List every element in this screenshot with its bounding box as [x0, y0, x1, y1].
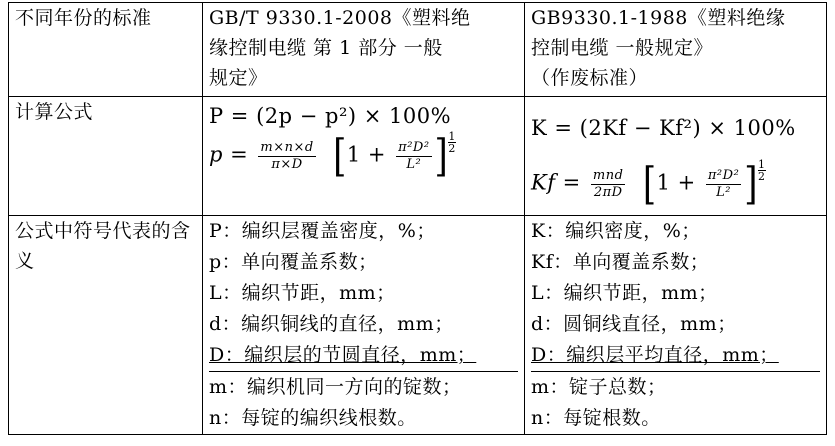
old-formula-line2: Kf = $\frac{\text{mnd}}{2\pi D}$ [1 + $\frac{\text{π²D²}}{\text{L²}}$ ] $\frac{1}{2}$: [531, 158, 766, 210]
old-formula-cell: [525, 97, 827, 216]
new-meaning-item: P：编织层覆盖密度，%；: [209, 220, 436, 242]
new-bracket-numerator: π²D²: [398, 139, 430, 155]
header-old-line: （作废标准）: [531, 67, 649, 89]
old-formula-lhs: Kf =: [531, 170, 581, 195]
new-bracket-denominator: L²: [406, 156, 422, 172]
header-old-line: GB9330.1-1988《塑料绝缘: [531, 7, 786, 29]
old-exponent: [758, 159, 766, 182]
new-formula-fraction: [258, 140, 315, 173]
old-formula-line1: K = (2Kf − Kf²) × 100%: [531, 116, 796, 140]
old-meaning-item: n：每锭根数。: [531, 407, 661, 429]
meaning-row: [9, 216, 827, 435]
new-meaning-item: L：编织节距，mm；: [209, 282, 396, 304]
old-meaning-item: K：编织密度，%；: [531, 220, 701, 242]
header-old-line: 控制电缆 一般规定》: [531, 37, 714, 59]
header-new-line: 规定》: [209, 67, 268, 89]
header-new-line: 缘控制电缆 第 1 部分 一般: [209, 37, 443, 59]
old-exponent-den: 2: [758, 170, 766, 183]
new-meaning-cell: [203, 216, 525, 435]
header-old-standard: [525, 3, 827, 97]
old-bracket-fraction: [706, 168, 741, 201]
old-meaning-item: d：圆铜线直径，mm；: [531, 313, 737, 335]
new-exponent: [448, 131, 456, 154]
header-new-standard: [203, 3, 525, 97]
new-meaning-item: m：编织机同一方向的锭数；: [209, 376, 462, 398]
old-meaning-item: Kf：单向覆盖系数；: [531, 251, 710, 273]
right-bracket: ]: [434, 130, 449, 182]
formula-label-cell: [9, 97, 203, 216]
new-formula-line2: p = $\frac{m\times n\times d}{\pi\times D}$ [1 + $\frac{\text{π²D²}}{\text{L²}}$ ] $\frac{1}{2}$: [209, 130, 456, 182]
right-bracket: ]: [744, 158, 759, 210]
new-formula-denominator: π×D: [271, 156, 303, 172]
new-meaning-item: p：单向覆盖系数；: [209, 251, 378, 273]
new-meaning-item: n：每锭的编织线根数。: [209, 407, 417, 429]
old-formula-denominator: 2πD: [593, 184, 623, 200]
old-meaning-cell: [525, 216, 827, 435]
new-formula-cell: [203, 97, 525, 216]
old-bracket-numerator: π²D²: [707, 167, 740, 183]
left-bracket: [: [642, 158, 657, 210]
old-formula-numerator: mnd: [592, 167, 624, 183]
header-new-line: GB/T 9330.1-2008《塑料绝: [209, 7, 471, 29]
new-formula-lhs: p =: [209, 142, 249, 167]
new-meaning-item: d：编织铜线的直径，mm；: [209, 313, 454, 335]
new-meaning-item: D：编织层的节圆直径，mm；: [209, 340, 518, 372]
new-formula-numerator: m×n×d: [260, 139, 314, 155]
old-bracket-denominator: L²: [716, 184, 732, 200]
header-standard-year-label: 不同年份的标准: [15, 7, 152, 29]
new-exponent-den: 2: [448, 142, 456, 155]
new-formula-line1: P = (2p − p²) × 100%: [209, 104, 452, 128]
new-exponent-num: 1: [448, 130, 456, 143]
formula-row: [9, 97, 827, 216]
new-bracket-fraction: [396, 140, 431, 173]
old-meaning-item: D：编织层平均直径，mm；: [531, 340, 820, 372]
old-exponent-num: 1: [758, 158, 766, 171]
meaning-label: 公式中符号代表的含义: [15, 220, 191, 272]
old-meaning-item: m：锭子总数；: [531, 376, 667, 398]
left-bracket: [: [333, 130, 347, 182]
meaning-label-cell: [9, 216, 203, 435]
standards-comparison-table: [8, 2, 827, 435]
old-meaning-item: L：编织节距，mm；: [531, 282, 718, 304]
header-standard-year: [9, 3, 203, 97]
header-row: [9, 3, 827, 97]
old-formula-fraction: [591, 168, 626, 201]
formula-label: 计算公式: [15, 101, 94, 123]
